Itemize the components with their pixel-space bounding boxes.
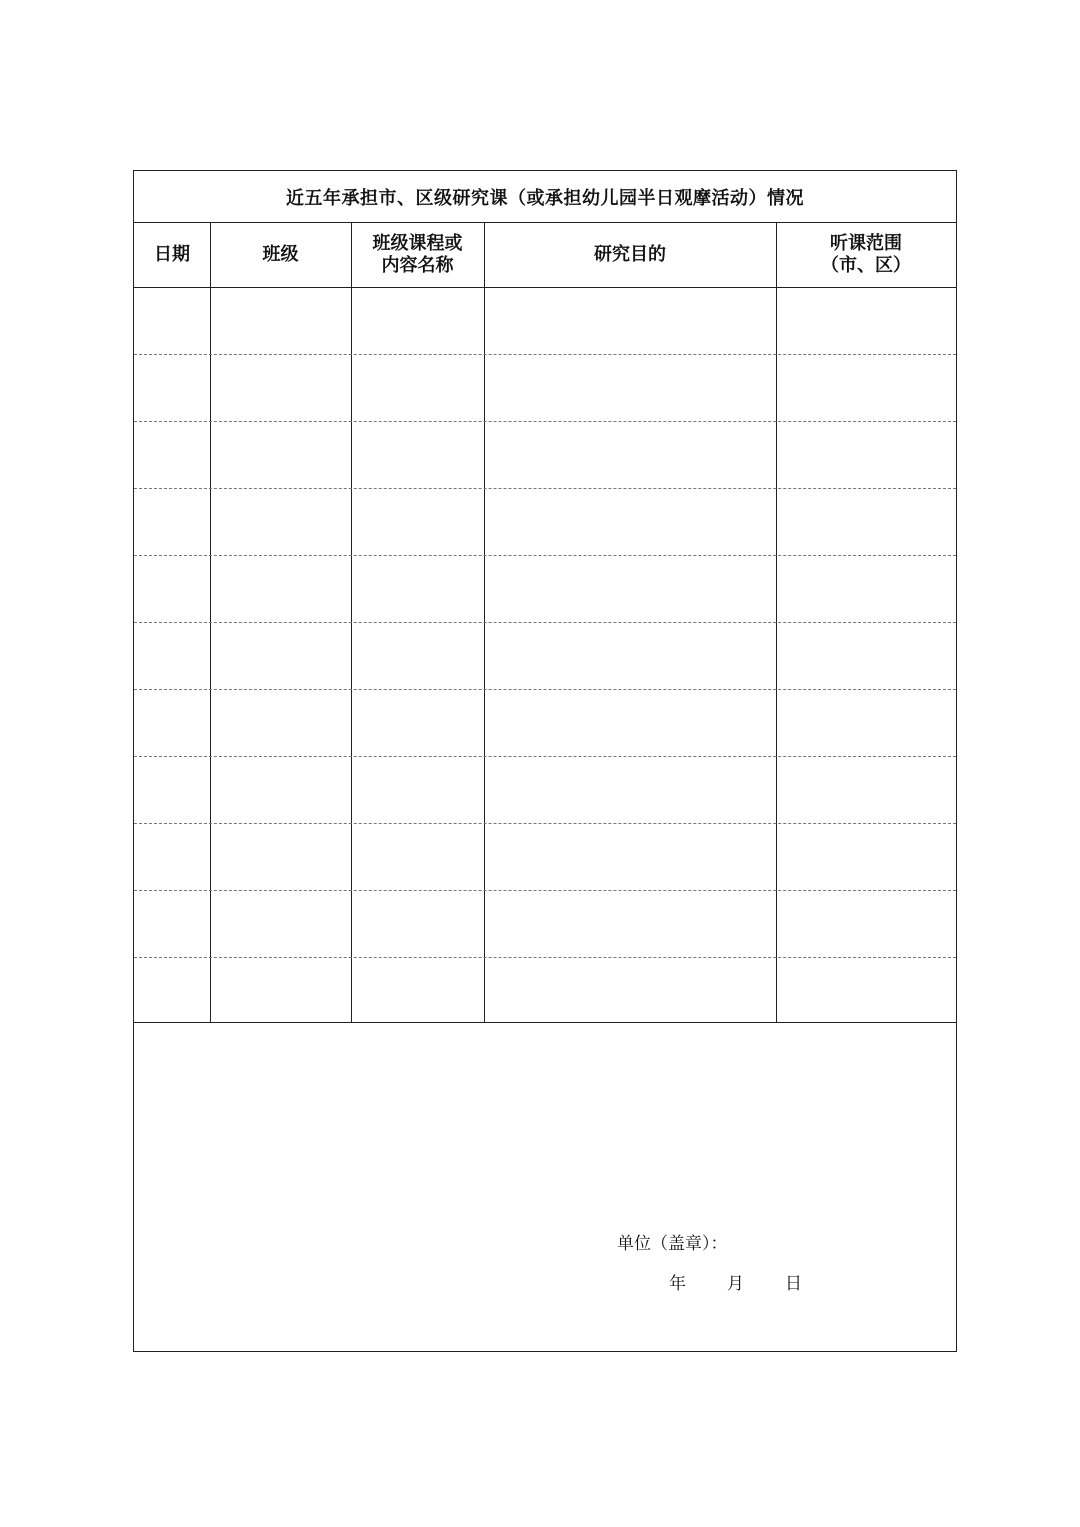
table-row[interactable] xyxy=(134,958,956,1022)
header-research-goal xyxy=(484,223,776,287)
table-row[interactable] xyxy=(134,757,956,824)
header-class xyxy=(210,223,351,287)
research-course-form xyxy=(133,170,957,1352)
form-title: 近五年承担市、区级研究课（或承担幼儿园半日观摩活动）情况 xyxy=(134,171,956,223)
header-audience-scope-line2: （市、区） xyxy=(821,255,911,276)
table-row[interactable] xyxy=(134,288,956,355)
header-course-name xyxy=(351,223,484,287)
header-course-name-line2: 内容名称 xyxy=(381,255,454,276)
month-label: 月 xyxy=(727,1274,744,1294)
table-row[interactable] xyxy=(134,690,956,757)
year-label: 年 xyxy=(669,1274,686,1294)
header-research-goal-label: 研究目的 xyxy=(594,244,666,265)
table-row[interactable] xyxy=(134,556,956,623)
table-row[interactable] xyxy=(134,355,956,422)
signature-date xyxy=(669,1269,843,1294)
header-course-name-line1: 班级课程或 xyxy=(372,233,463,254)
table-row[interactable] xyxy=(134,891,956,958)
table-row[interactable] xyxy=(134,489,956,556)
signature-area xyxy=(134,1022,956,1353)
header-date-label: 日期 xyxy=(154,244,190,265)
header-audience-scope-line1: 听课范围 xyxy=(830,233,902,254)
day-label: 日 xyxy=(785,1274,802,1294)
table-row[interactable] xyxy=(134,824,956,891)
table-row[interactable] xyxy=(134,623,956,690)
table-row[interactable] xyxy=(134,422,956,489)
header-audience-scope xyxy=(776,223,956,287)
unit-seal-label: 单位（盖章）： xyxy=(617,1234,728,1254)
header-class-label: 班级 xyxy=(262,244,299,265)
table-header xyxy=(134,223,956,288)
header-date xyxy=(134,223,210,287)
